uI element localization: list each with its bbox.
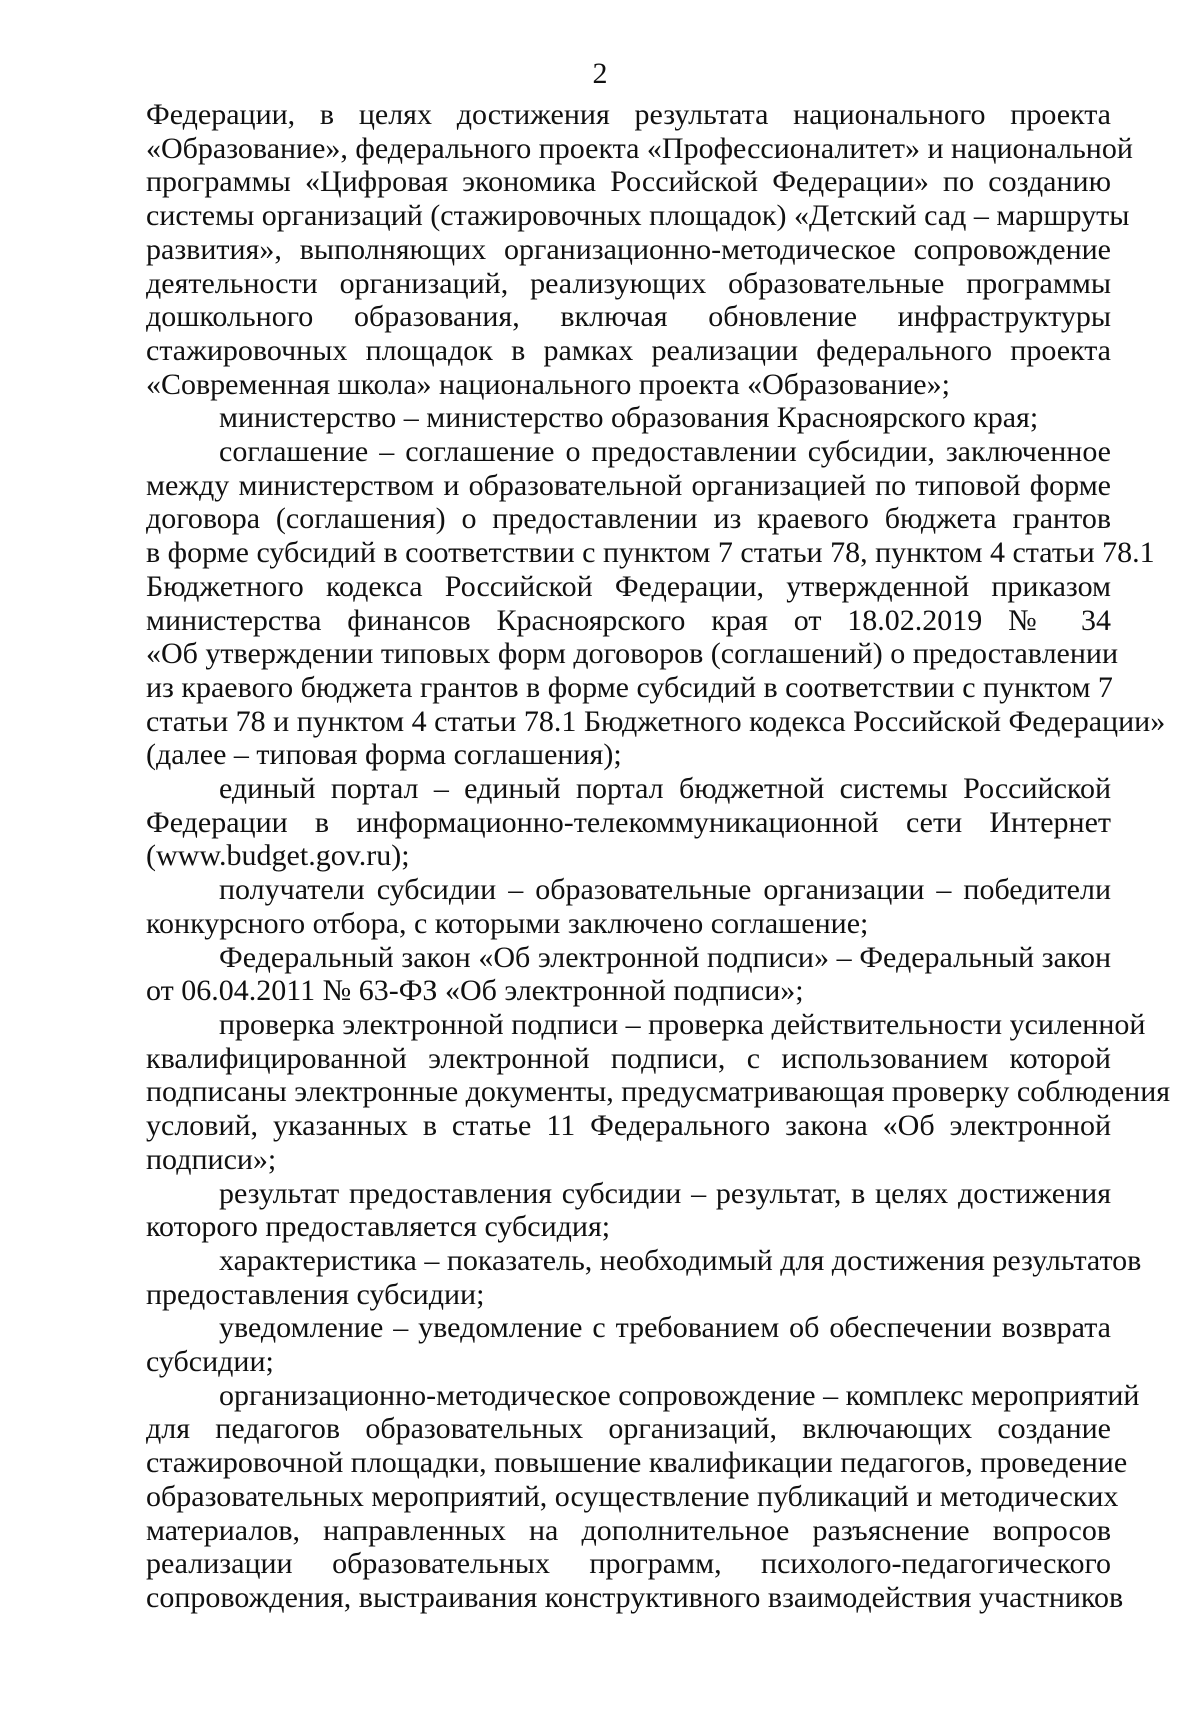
paragraph	[146, 1378, 1140, 1615]
text-line: (www.budget.gov.ru);	[146, 839, 410, 873]
text-line: реализации образовательных программ, психолого-педагогического	[146, 1547, 1111, 1581]
text-line: которого предоставляется субсидия;	[146, 1210, 611, 1244]
text-line: материалов, направленных на дополнительное разъяснение вопросов	[146, 1513, 1111, 1547]
text-line: подписаны электронные документы, предусматривающая проверку соблюдения	[146, 1075, 1171, 1109]
text-line: (далее – типовая форма соглашения);	[146, 738, 622, 772]
text-line: Бюджетного кодекса Российской Федерации, утвержденной приказом	[146, 569, 1111, 603]
text-line: подписи»;	[146, 1142, 277, 1176]
paragraph	[146, 873, 1111, 940]
text-line: субсидии;	[146, 1345, 274, 1379]
paragraph	[146, 435, 1166, 772]
text-line: условий, указанных в статье 11 Федерального закона «Об электронной	[146, 1109, 1111, 1143]
text-line: договора (соглашения) о предоставлении из краевого бюджета грантов	[146, 502, 1111, 536]
text-line: системы организаций (стажировочных площадок) «Детский сад – маршруты	[146, 199, 1130, 233]
text-line: в форме субсидий в соответствии с пунктом 7 статьи 78, пунктом 4 статьи 78.1	[146, 536, 1155, 570]
paragraph	[146, 98, 1133, 401]
text-line: результат предоставления субсидии – результат, в целях достижения	[219, 1176, 1111, 1210]
text-line: организационно-методическое сопровождение – комплекс мероприятий	[219, 1378, 1140, 1412]
text-line: квалифицированной электронной подписи, с использованием которой	[146, 1041, 1111, 1075]
text-line: развития», выполняющих организационно-методическое сопровождение	[146, 232, 1111, 266]
paragraph	[146, 1311, 1111, 1378]
paragraph	[146, 1243, 1142, 1311]
text-line: характеристика – показатель, необходимый для достижения результатов	[219, 1243, 1142, 1277]
text-line: от 06.04.2011 № 63-ФЗ «Об электронной подписи»;	[146, 974, 804, 1008]
paragraph	[146, 772, 1111, 873]
text-line: Федеральный закон «Об электронной подписи» – Федеральный закон	[219, 940, 1111, 974]
text-line: министерства финансов Красноярского края от 18.02.2019 № 34	[146, 603, 1111, 637]
text-line: Федерации в информационно-телекоммуникационной сети Интернет	[146, 805, 1111, 839]
text-line: для педагогов образовательных организаций, включающих создание	[146, 1412, 1111, 1446]
text-line: сопровождения, выстраивания конструктивного взаимодействия участников	[146, 1580, 1124, 1614]
text-line: деятельности организаций, реализующих образовательные программы	[146, 266, 1111, 300]
text-line: образовательных мероприятий, осуществление публикаций и методических	[146, 1479, 1119, 1513]
text-line: статьи 78 и пунктом 4 статьи 78.1 Бюджетного кодекса Российской Федерации»	[146, 704, 1166, 738]
text-line: дошкольного образования, включая обновление инфраструктуры	[146, 300, 1111, 334]
paragraph	[146, 1177, 1111, 1244]
paragraph	[146, 1007, 1171, 1177]
text-line: конкурсного отбора, с которыми заключено соглашение;	[146, 906, 869, 940]
text-line: соглашение – соглашение о предоставлении субсидии, заключенное	[219, 435, 1111, 469]
text-line: уведомление – уведомление с требованием об обеспечении возврата	[219, 1311, 1111, 1345]
text-line: Федерации, в целях достижения результата национального проекта	[146, 98, 1111, 131]
paragraph	[146, 401, 1111, 435]
text-line: программы «Цифровая экономика Российской Федерации» по созданию	[146, 165, 1111, 199]
text-line: стажировочных площадок в рамках реализации федерального проекта	[146, 333, 1111, 367]
text-line: стажировочной площадки, повышение квалификации педагогов, проведение	[146, 1446, 1128, 1480]
page-number: 2	[592, 57, 608, 90]
text-line: министерство – министерство образования Красноярского края;	[219, 401, 1039, 435]
text-line: проверка электронной подписи – проверка действительности усиленной	[219, 1007, 1146, 1041]
text-line: «Современная школа» национального проекта «Образование»;	[146, 367, 950, 401]
text-line: «Образование», федерального проекта «Профессионалитет» и национальной	[146, 131, 1133, 165]
text-line: получатели субсидии – образовательные организации – победители	[219, 873, 1111, 907]
text-line: «Об утверждении типовых форм договоров (соглашений) о предоставлении	[146, 637, 1119, 671]
text-line: между министерством и образовательной организацией по типовой форме	[146, 468, 1111, 502]
paragraph	[146, 941, 1111, 1008]
text-line: из краевого бюджета грантов в форме субсидий в соответствии с пунктом 7	[146, 670, 1113, 704]
text-line: предоставления субсидии;	[146, 1277, 485, 1311]
text-line: единый портал – единый портал бюджетной системы Российской	[219, 772, 1111, 806]
document-body	[146, 98, 1171, 1615]
